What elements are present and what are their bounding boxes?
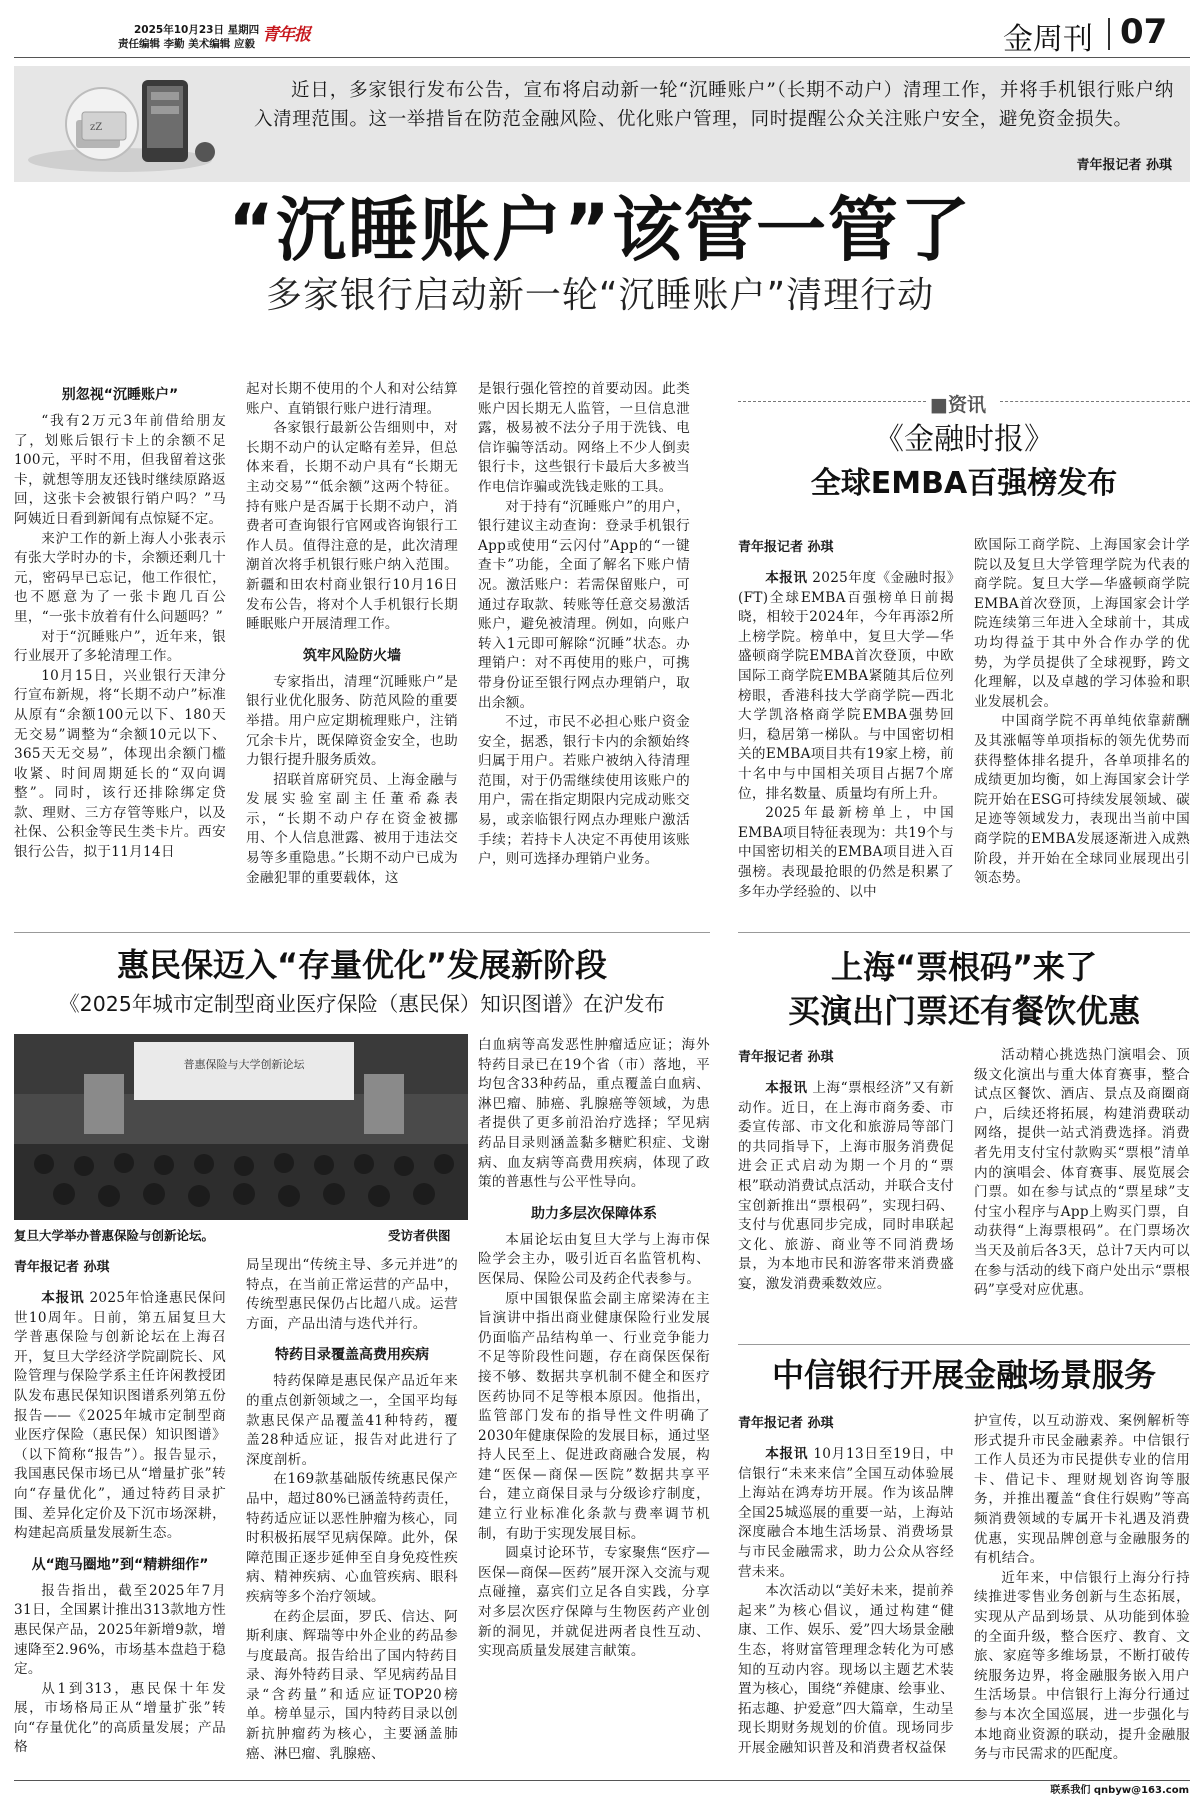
ticket-headline-2: 买演出门票还有餐饮优惠 bbox=[787, 992, 1140, 1030]
ticket-top-rule bbox=[738, 932, 1190, 933]
lead-text: 近日，多家银行发布公告，宣布将启动新一轮“沉睡账户”（长期不动户）清理工作，并将手机银行账户纳入清理范围。这一举措旨在防范金融风险、优化账户管理，同时提醒公众关注账户安全，避免资金损失。 bbox=[254, 80, 1174, 130]
paragraph bbox=[738, 1445, 954, 1582]
paragraph-text: 上海“票根经济”又有新动作。近日，在上海市商务委、市委宣传部、市文化和旅游局等部门的共同指导下，上海市服务消费促进会正式启动为期一个月的“票根”联动消费试点活动，并联合支付宝创新推出“票根码”，实现扫码、支付与优惠同步完成，同时串联起文化、旅游、商业等不同消费场景，为本地市民和游客带来消费盛宴，激发消费乘数效应。 bbox=[738, 1080, 955, 1292]
paragraph: 在药企层面，罗氏、信达、阿斯利康、辉瑞等中外企业的药品参与度最高。报告给出了国内特药目录、海外特药目录、罕见病药品目录“含药量”和适应证TOP20榜单。榜单显示，国内特药目录以创新抗肿瘤药为核心，主要涵盖肺癌、淋巴瘤、乳腺癌、 bbox=[246, 1608, 458, 1762]
ticket-col-2 bbox=[974, 1046, 1190, 1336]
photo-credit: 受访者供图 bbox=[388, 1228, 451, 1243]
paragraph: 10月15日，兴业银行天津分行宣布新规，将“长期不动户”标准从原有“余额100元以下、180天无交易”调整为“余额10元以下、365天无交易”，体现出余额门槛收紧、时间周期延长的“双向调整”。同时，该行还排除绑定贷款、理财、三方存管等账户，以及社保、公积金等民生类卡片。西安银行公告，拟于11月14日 bbox=[14, 667, 226, 861]
news-section-rule-left bbox=[738, 401, 926, 402]
paragraph-text: 2025年度《金融时报》(FT)全球EMBA百强榜单日前揭晓，相较于2024年，今年再添2所上榜学院。榜单中，复旦大学—华盛顿商学院EMBA首次登顶，中欧国际工商学院EMBA紧随其后位列榜眼，香港科技大学商学院—西北大学凯洛格商学院EMBA强势回归，稳居第一梯队。与中国密切相关的EMBA项目共有19家上榜，前十名中与中国相关项目占据7个席位，排名数量、质量均有所上升。 bbox=[738, 570, 955, 802]
news-section-label: ■资讯 bbox=[930, 394, 986, 416]
ticket-headline-1: 上海“票根码”来了 bbox=[830, 948, 1098, 986]
paragraph bbox=[738, 569, 954, 804]
subhead-risk-firewall: 筑牢风险防火墙 bbox=[303, 647, 401, 664]
newspaper-logo: 青年报 bbox=[262, 25, 310, 45]
insurance-subheadline: 《2025年城市定制型商业医疗保险（惠民保）知识图谱》在沪发布 bbox=[59, 992, 665, 1016]
paragraph: 专家指出，清理“沉睡账户”是银行业优化服务、防范风险的重要举措。用户应定期梳理账户，注销冗余卡片，既保障资金安全，也助力银行提升服务质效。 bbox=[246, 673, 458, 769]
lead-illustration bbox=[20, 72, 220, 176]
paragraph: 本届论坛由复旦大学与上海市保险学会主办，吸引近百名监管机构、医保局、保险公司及药企代表参与。 bbox=[478, 1231, 710, 1287]
news-section-rule-right bbox=[1000, 401, 1190, 402]
lead-tag: 本报讯 bbox=[765, 1080, 808, 1096]
emba-byline: 青年报记者 孙琪 bbox=[738, 540, 834, 555]
paragraph: 对于持有“沉睡账户”的用户，银行建议主动查询：登录手机银行App或使用“云闪付”App的“一键查卡”功能，全面了解名下账户情况。激活账户：若需保留账户，可通过存取款、转账等任意交易激活账户，避免被清理。例如，向账户转入1元即可解除“沉睡”状态。办理销户：对不再使用的账户，可携带身份证至银行网点办理销户，取出余额。 bbox=[478, 498, 690, 711]
paragraph: 本次活动以“美好未来，提前养起来”为核心倡议，通过构建“健康、工作、娱乐、爱”四大场景金融生态，将财富管理理念转化为可感知的互动内容。现场以主题艺术装置为核心，围绕“养健康、绘事业、拓志趣、护爱意”四大篇章，生动呈现长期财务规划的价值。现场同步开展金融知识普及和消费者权益保 bbox=[738, 1583, 954, 1756]
paragraph: 活动精心挑选热门演唱会、顶级文化演出与重大体育赛事，整合试点区餐饮、酒店、景点及商圈商户，后续还将拓展，构建消费联动网络，提供一站式消费选择。消费者先用支付宝付款购买“票根”清单内的演唱会、体育赛事、展览展会门票。如在参与试点的“票星球”支付宝小程序与App上购买门票，自动获得“上海票根码”。在门票场次当天及前后各3天，总计7天内可以在参与活动的线下商户处出示“票根码”享受对应优惠。 bbox=[974, 1047, 1190, 1299]
subhead-ignore-dormant: 别忽视“沉睡账户” bbox=[61, 387, 179, 403]
emba-headline-1: 《金融时报》 bbox=[874, 422, 1054, 457]
paragraph: 近年来，中信银行上海分行持续推进零售业务创新与生态拓展，实现从产品到场景、从功能到体验的全面升级，整合医疗、教育、文旅、家庭等多维场景，不断打破传统服务边界，将金融服务嵌入用户生活场景。中信银行上海分行通过参与本次全国巡展，进一步强化与本地商业资源的联动，提升金融服务与市民需求的匹配度。 bbox=[974, 1569, 1190, 1763]
insurance-col-1 bbox=[14, 1256, 226, 1780]
page-number: 07 bbox=[1120, 12, 1168, 52]
insurance-photo bbox=[14, 1034, 468, 1220]
paragraph: 报告指出，截至2025年7月31日，全国累计推出313款地方性惠民保产品，2025年新增9款，增速降至2.96%，市场基本盘趋于稳定。 bbox=[14, 1582, 226, 1678]
main-col-1 bbox=[14, 380, 226, 861]
header-divider-vertical bbox=[1108, 18, 1110, 50]
svg-text:zZ: zZ bbox=[90, 122, 103, 133]
lead-tag: 本报讯 bbox=[41, 1290, 85, 1306]
insurance-byline: 青年报记者 孙琪 bbox=[14, 1260, 110, 1275]
lead-tag: 本报讯 bbox=[765, 1446, 809, 1462]
paragraph: 原中国银保监会副主席梁涛在主旨演讲中指出商业健康保险行业发展仍面临产品结构单一、行业竞争能力不足等阶段性问题，存在商保医保衔接不够、数据共享机制不健全和医疗医药协同不足等根本原因。他指出，监管部门发布的指导性文件明确了2030年健康保险的发展目标，通过坚持人民至上、促进政商融合发展，构建“医保—商保—医院”数据共享平台，建立商保目录与分级诊疗制度，建立行业标准化条款与费率调节机制，有助于实现发展目标。 bbox=[478, 1290, 710, 1542]
insurance-col-3 bbox=[478, 1036, 710, 1780]
citic-headline: 中信银行开展金融场景服务 bbox=[771, 1356, 1156, 1394]
header-editors-line: 责任编辑 李勤 美术编辑 应毅 bbox=[118, 38, 255, 50]
paragraph: 不过，市民不必担心账户资金安全，据悉，银行卡内的余额始终归属于用户。若账户被纳入待清理范围，对于仍需继续使用该账户的用户，需在指定期限内完成动账交易，或亲临银行网点办理账户激活手续；若持卡人决定不再使用该账户，则可选择办理销户业务。 bbox=[478, 714, 690, 868]
citic-byline: 青年报记者 孙琪 bbox=[738, 1416, 834, 1431]
stage-banner-text: 普惠保险与大学创新论坛 bbox=[183, 1058, 305, 1071]
paragraph: 来沪工作的新上海人小张表示有张大学时办的卡，余额还剩几十元，密码早已忘记，他工作很忙，也不愿意为了一张卡跑几百公里，“一张卡放着有什么问题吗？” bbox=[14, 530, 226, 625]
paragraph: 局呈现出“传统主导、多元并进”的特点，在当前正常运营的产品中，传统型惠民保仍占比超八成。运营方面，产品出清与迭代并行。 bbox=[246, 1257, 458, 1332]
main-subheadline: 多家银行启动新一轮“沉睡账户”清理行动 bbox=[265, 275, 935, 316]
paragraph bbox=[738, 1079, 954, 1295]
insurance-headline: 惠民保迈入“存量优化”发展新阶段 bbox=[116, 946, 608, 984]
paragraph-text: 10月13日至19日，中信银行“未来来信”全国互动体验展上海站在鸿寿坊开展。作为该品牌全国25城巡展的重要一站，上海站深度融合本地生活场景、消费场景与市民金融需求，助力公众从容经营未来。 bbox=[738, 1446, 954, 1580]
insurance-top-rule bbox=[14, 932, 710, 933]
header-date-line: 2025年10月23日 星期四 bbox=[134, 24, 260, 36]
subhead-special-drugs: 特药目录覆盖高费用疾病 bbox=[275, 1347, 429, 1364]
paragraph: 起对长期不使用的个人和对公结算账户、直销银行账户进行清理。 bbox=[246, 381, 458, 417]
paragraph: “我有2万元3年前借给朋友了，划账后银行卡上的余额不足100元，平时不用，但我留着这张卡，就想等朋友还钱时继续原路返回，这张卡会被银行销户吗？”马阿姨近日看到新闻有点惊疑不定。 bbox=[14, 413, 226, 527]
section-name: 金周刊 bbox=[1003, 22, 1093, 57]
paragraph: 欧国际工商学院、上海国家会计学院以及复旦大学管理学院为代表的商学院。复旦大学—华盛顿商学院EMBA首次登顶，上海国家会计学院连续第三年进入全球前十，其成功均得益于其中外合作办学的优势，为学员提供了全球视野，跨文化理解，以及卓越的学习体验和职业发展机会。 bbox=[974, 537, 1190, 710]
main-headline: “沉睡账户”该管一管了 bbox=[227, 189, 972, 271]
paragraph: 中国商学院不再单纯依靠薪酬及其涨幅等单项指标的领先优势而获得整体排名提升，各单项排名的成绩更加均衡，如上海国家会计学院开始在ESG可持续发展领域、碳足迹等领域发力，表现出当前中国商学院的EMBA发展逐渐进入成熟阶段，并开始在全球同业展现出引领态势。 bbox=[974, 713, 1190, 887]
citic-top-rule bbox=[738, 1344, 1190, 1345]
paragraph: 圆桌讨论环节，专家聚焦“医疗—医保—商保—医药”展开深入交流与观点碰撞，嘉宾们立足各自实践，分享对多层次医疗保障与生物医药产业创新的洞见，并就促进两者良性互动、实现高质量发展建言献策。 bbox=[478, 1545, 710, 1660]
citic-col-2 bbox=[974, 1412, 1190, 1778]
emba-headline-2: 全球EMBA百强榜发布 bbox=[810, 466, 1118, 501]
photo-caption: 复旦大学举办普惠保险与创新论坛。 bbox=[14, 1228, 215, 1243]
paragraph bbox=[14, 1289, 226, 1544]
paragraph: 招联首席研究员、上海金融与发展实验室副主任董希淼表示，“长期不动户存在资金被挪用、个人信息泄露、被用于违法交易等多重隐患。”长期不动户已成为金融犯罪的重要载体，这 bbox=[246, 771, 458, 886]
subhead-fine-cultivation: 从“跑马圈地”到“精耕细作” bbox=[31, 1556, 209, 1573]
emba-col-1 bbox=[738, 536, 955, 900]
footer-rule bbox=[14, 1780, 1190, 1781]
paragraph: 2025年最新榜单上，中国EMBA项目特征表现为：共19个与中国密切相关的EMBA项目进入百强榜。表现最抢眼的仍然是积累了多年办学经验的、以中 bbox=[738, 805, 954, 900]
paragraph: 对于“沉睡账户”，近年来，银行业展开了多轮清理工作。 bbox=[14, 628, 226, 665]
citic-col-1 bbox=[738, 1412, 954, 1778]
paragraph-text: 2025年恰逢惠民保问世10周年。日前，第五届复旦大学普惠保险与创新论坛在上海召开，复旦大学经济学院副院长、风险管理与保险学系主任许闲教授团队发布惠民保知识图谱系列第五份报告——《2025年城市定制型商业医疗保险（惠民保）知识图谱》（以下简称“报告”）。报告显示，我国惠民保市场已从“增量扩张”转向“存量优化”，通过特药目录扩围、差异化定价及下沉市场深耕，构建起高质量发展新生态。 bbox=[14, 1290, 226, 1542]
main-col-2 bbox=[246, 380, 458, 886]
lead-byline: 青年报记者 孙琪 bbox=[1076, 158, 1172, 173]
paragraph: 各家银行最新公告细则中，对长期不动户的认定略有差异，但总体来看，长期不动户具有“长期无主动交易”“低余额”这两个特征。持有账户是否属于长期不动户，消费者可查询银行官网或咨询银行工作人员。值得注意的是，此次清理潮首次将手机银行账户纳入范围。新疆和田农村商业银行10月16日发布公告，将对个人手机银行长期睡眠账户开展清理工作。 bbox=[246, 420, 458, 633]
insurance-col-2 bbox=[246, 1256, 458, 1780]
lead-box bbox=[14, 66, 1190, 182]
lead-tag: 本报讯 bbox=[765, 570, 808, 586]
emba-col-2 bbox=[974, 536, 1190, 887]
paragraph: 白血病等高发恶性肿瘤适应证；海外特药目录已在19个省（市）落地，平均包含33种药品，重点覆盖白血病、淋巴瘤、肺癌、乳腺癌等领域，为患者提供了更多前沿治疗选择；罕见病药品目录则涵盖黏多糖贮积症、戈谢病、血友病等高费用疾病，体现了政策的普惠性与公平性导向。 bbox=[478, 1037, 710, 1191]
main-col-3 bbox=[478, 380, 690, 868]
ticket-col-1 bbox=[738, 1046, 954, 1336]
paragraph: 是银行强化管控的首要动因。此类账户因长期无人监管，一旦信息泄露，极易被不法分子用于洗钱、电信诈骗等活动。网络上不少人倒卖银行卡，这些银行卡最后大多被当作电信诈骗或洗钱走账的工具。 bbox=[478, 381, 690, 495]
paragraph: 从1到313，惠民保十年发展，市场格局正从“增量扩张”转向“存量优化”的高质量发展；产品格 bbox=[14, 1680, 226, 1756]
paragraph: 特药保障是惠民保产品近年来的重点创新领域之一，全国平均每款惠民保产品覆盖41种特药，覆盖28种适应证，报告对此进行了深度剖析。 bbox=[246, 1373, 458, 1468]
ticket-byline: 青年报记者 孙琪 bbox=[738, 1050, 834, 1065]
paragraph: 在169款基础版传统惠民保产品中，超过80%已涵盖特药责任，特药适应证以恶性肿瘤为核心，同时积极拓展罕见病保障。此外，保障范围正逐步延伸至自身免疫性疾病、精神疾病、心血管疾病、眼科疾病等多个治疗领域。 bbox=[246, 1471, 458, 1605]
footer-contact: 联系我们 qnbyw@163.com bbox=[1050, 1785, 1189, 1796]
header-rule bbox=[14, 57, 1190, 58]
paragraph: 护宣传，以互动游戏、案例解析等形式提升市民金融素养。中信银行工作人员还为市民提供专业的信用卡、借记卡、理财规划咨询等服务，并推出覆盖“食住行娱购”等高频消费领域的专属开卡礼遇及消费优惠，实现品牌创意与金融服务的有机结合。 bbox=[974, 1413, 1190, 1567]
subhead-multi-level: 助力多层次保障体系 bbox=[531, 1205, 657, 1222]
